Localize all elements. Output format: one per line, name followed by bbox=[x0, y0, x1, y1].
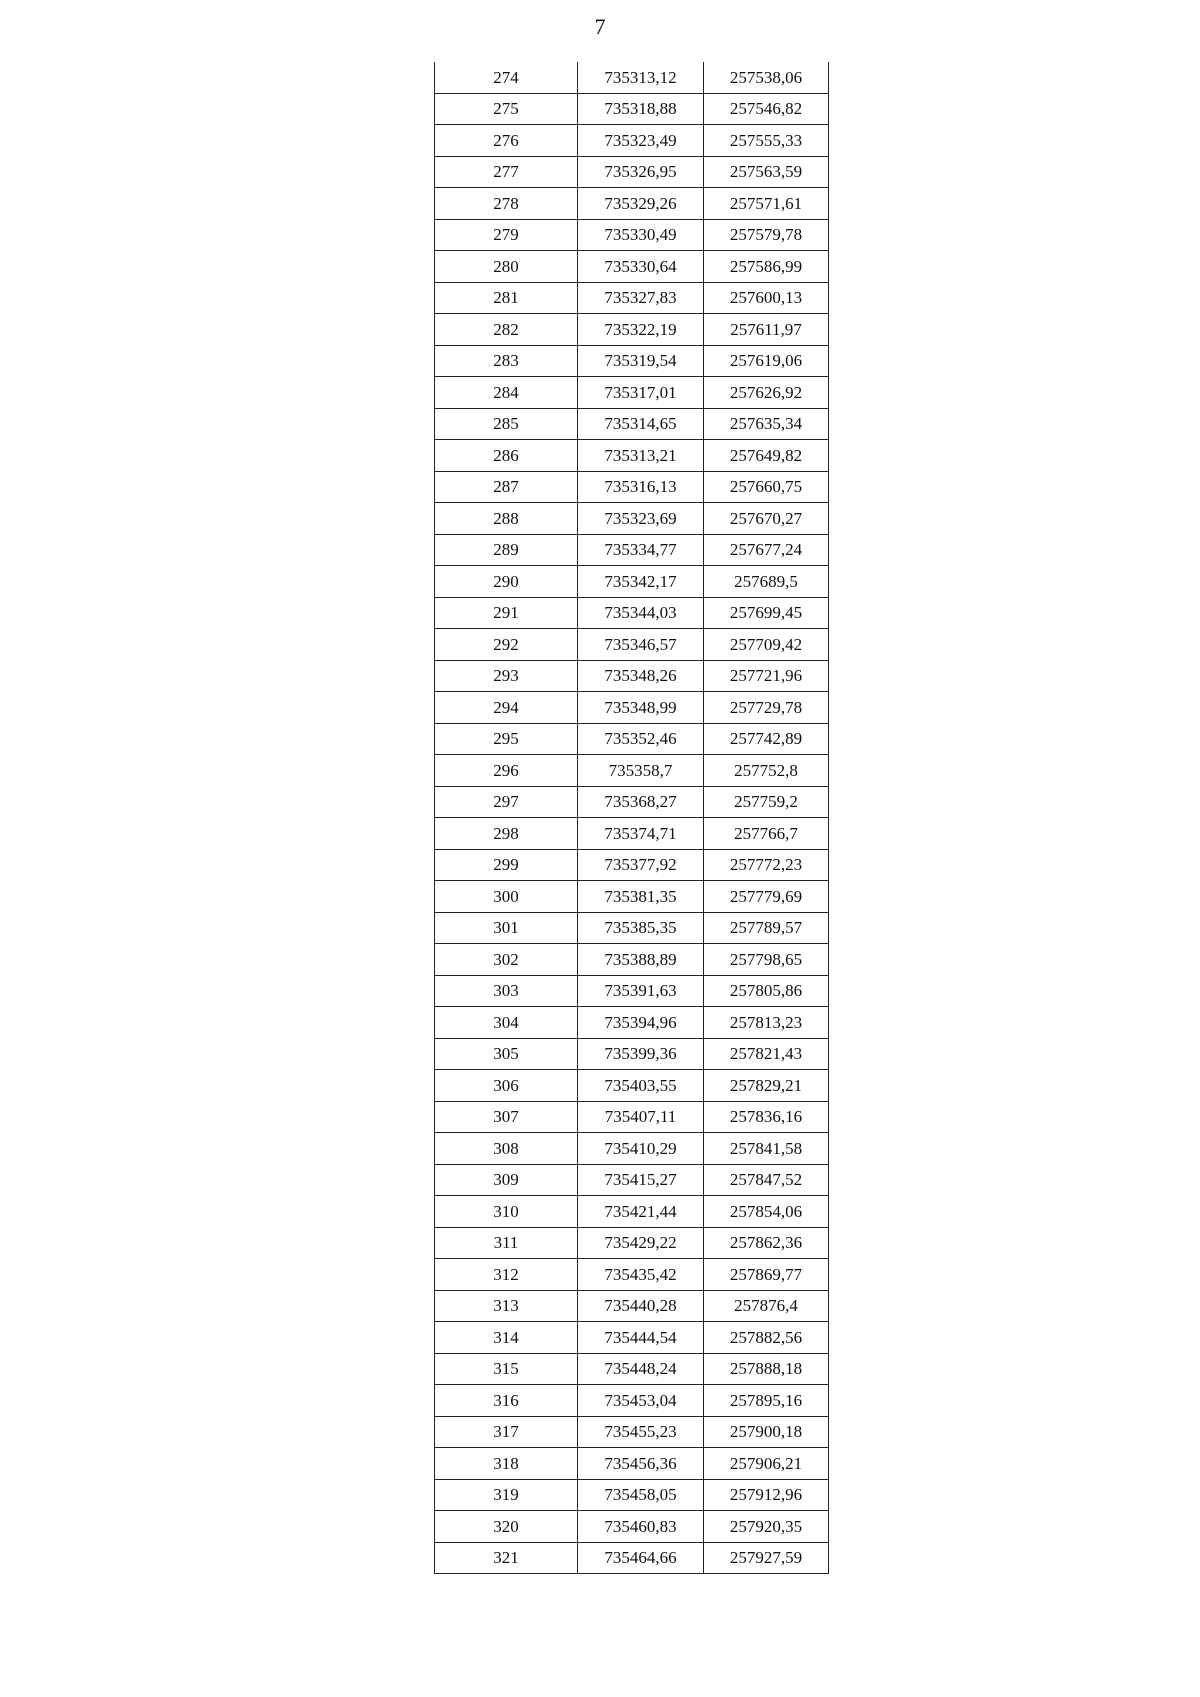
table-row bbox=[435, 314, 829, 346]
table-row bbox=[435, 471, 829, 503]
y-coordinate-cell: 257571,61 bbox=[704, 188, 829, 220]
table-row bbox=[435, 377, 829, 409]
x-coordinate-cell: 735346,57 bbox=[578, 629, 704, 661]
y-coordinate-cell: 257709,42 bbox=[704, 629, 829, 661]
x-coordinate-cell: 735403,55 bbox=[578, 1070, 704, 1102]
y-coordinate-cell: 257742,89 bbox=[704, 723, 829, 755]
point-number-cell: 299 bbox=[435, 849, 578, 881]
table-row bbox=[435, 1290, 829, 1322]
point-number-cell: 311 bbox=[435, 1227, 578, 1259]
point-number-cell: 284 bbox=[435, 377, 578, 409]
table-row bbox=[435, 723, 829, 755]
point-number-cell: 310 bbox=[435, 1196, 578, 1228]
y-coordinate-cell: 257888,18 bbox=[704, 1353, 829, 1385]
y-coordinate-cell: 257772,23 bbox=[704, 849, 829, 881]
point-number-cell: 289 bbox=[435, 534, 578, 566]
point-number-cell: 307 bbox=[435, 1101, 578, 1133]
x-coordinate-cell: 735440,28 bbox=[578, 1290, 704, 1322]
x-coordinate-cell: 735348,99 bbox=[578, 692, 704, 724]
point-number-cell: 282 bbox=[435, 314, 578, 346]
y-coordinate-cell: 257813,23 bbox=[704, 1007, 829, 1039]
y-coordinate-cell: 257876,4 bbox=[704, 1290, 829, 1322]
table-row bbox=[435, 408, 829, 440]
table-row bbox=[435, 251, 829, 283]
point-number-cell: 302 bbox=[435, 944, 578, 976]
x-coordinate-cell: 735319,54 bbox=[578, 345, 704, 377]
x-coordinate-cell: 735313,12 bbox=[578, 62, 704, 93]
y-coordinate-cell: 257841,58 bbox=[704, 1133, 829, 1165]
table-row bbox=[435, 849, 829, 881]
point-number-cell: 319 bbox=[435, 1479, 578, 1511]
point-number-cell: 277 bbox=[435, 156, 578, 188]
table-row bbox=[435, 1133, 829, 1165]
x-coordinate-cell: 735358,7 bbox=[578, 755, 704, 787]
table-row bbox=[435, 503, 829, 535]
x-coordinate-cell: 735318,88 bbox=[578, 93, 704, 125]
point-number-cell: 281 bbox=[435, 282, 578, 314]
x-coordinate-cell: 735455,23 bbox=[578, 1416, 704, 1448]
point-number-cell: 279 bbox=[435, 219, 578, 251]
y-coordinate-cell: 257836,16 bbox=[704, 1101, 829, 1133]
table-row bbox=[435, 786, 829, 818]
y-coordinate-cell: 257869,77 bbox=[704, 1259, 829, 1291]
y-coordinate-cell: 257906,21 bbox=[704, 1448, 829, 1480]
point-number-cell: 292 bbox=[435, 629, 578, 661]
table-row bbox=[435, 345, 829, 377]
point-number-cell: 293 bbox=[435, 660, 578, 692]
point-number-cell: 276 bbox=[435, 125, 578, 157]
table-row bbox=[435, 440, 829, 472]
point-number-cell: 306 bbox=[435, 1070, 578, 1102]
y-coordinate-cell: 257538,06 bbox=[704, 62, 829, 93]
x-coordinate-cell: 735391,63 bbox=[578, 975, 704, 1007]
y-coordinate-cell: 257847,52 bbox=[704, 1164, 829, 1196]
point-number-cell: 291 bbox=[435, 597, 578, 629]
x-coordinate-cell: 735323,49 bbox=[578, 125, 704, 157]
x-coordinate-cell: 735399,36 bbox=[578, 1038, 704, 1070]
x-coordinate-cell: 735410,29 bbox=[578, 1133, 704, 1165]
table-row bbox=[435, 156, 829, 188]
point-number-cell: 301 bbox=[435, 912, 578, 944]
x-coordinate-cell: 735415,27 bbox=[578, 1164, 704, 1196]
x-coordinate-cell: 735429,22 bbox=[578, 1227, 704, 1259]
x-coordinate-cell: 735407,11 bbox=[578, 1101, 704, 1133]
table-row bbox=[435, 1416, 829, 1448]
x-coordinate-cell: 735334,77 bbox=[578, 534, 704, 566]
table-row bbox=[435, 629, 829, 661]
y-coordinate-cell: 257779,69 bbox=[704, 881, 829, 913]
y-coordinate-cell: 257821,43 bbox=[704, 1038, 829, 1070]
table-row bbox=[435, 1542, 829, 1574]
table-row bbox=[435, 1385, 829, 1417]
table-row bbox=[435, 1007, 829, 1039]
y-coordinate-cell: 257912,96 bbox=[704, 1479, 829, 1511]
table-row bbox=[435, 692, 829, 724]
table-row bbox=[435, 62, 829, 93]
x-coordinate-cell: 735330,64 bbox=[578, 251, 704, 283]
y-coordinate-cell: 257660,75 bbox=[704, 471, 829, 503]
point-number-cell: 313 bbox=[435, 1290, 578, 1322]
x-coordinate-cell: 735388,89 bbox=[578, 944, 704, 976]
x-coordinate-cell: 735352,46 bbox=[578, 723, 704, 755]
point-number-cell: 312 bbox=[435, 1259, 578, 1291]
x-coordinate-cell: 735330,49 bbox=[578, 219, 704, 251]
x-coordinate-cell: 735368,27 bbox=[578, 786, 704, 818]
x-coordinate-cell: 735448,24 bbox=[578, 1353, 704, 1385]
y-coordinate-cell: 257927,59 bbox=[704, 1542, 829, 1574]
y-coordinate-cell: 257563,59 bbox=[704, 156, 829, 188]
x-coordinate-cell: 735456,36 bbox=[578, 1448, 704, 1480]
table-row bbox=[435, 1196, 829, 1228]
table-row bbox=[435, 912, 829, 944]
y-coordinate-cell: 257579,78 bbox=[704, 219, 829, 251]
table-row bbox=[435, 1070, 829, 1102]
point-number-cell: 314 bbox=[435, 1322, 578, 1354]
table-row bbox=[435, 93, 829, 125]
page-number: 7 bbox=[594, 14, 606, 39]
x-coordinate-cell: 735385,35 bbox=[578, 912, 704, 944]
point-number-cell: 296 bbox=[435, 755, 578, 787]
table-row bbox=[435, 219, 829, 251]
point-number-cell: 300 bbox=[435, 881, 578, 913]
point-number-cell: 278 bbox=[435, 188, 578, 220]
y-coordinate-cell: 257798,65 bbox=[704, 944, 829, 976]
y-coordinate-cell: 257752,8 bbox=[704, 755, 829, 787]
x-coordinate-cell: 735381,35 bbox=[578, 881, 704, 913]
x-coordinate-cell: 735314,65 bbox=[578, 408, 704, 440]
y-coordinate-cell: 257721,96 bbox=[704, 660, 829, 692]
x-coordinate-cell: 735348,26 bbox=[578, 660, 704, 692]
x-coordinate-cell: 735327,83 bbox=[578, 282, 704, 314]
y-coordinate-cell: 257920,35 bbox=[704, 1511, 829, 1543]
x-coordinate-cell: 735316,13 bbox=[578, 471, 704, 503]
y-coordinate-cell: 257626,92 bbox=[704, 377, 829, 409]
point-number-cell: 318 bbox=[435, 1448, 578, 1480]
x-coordinate-cell: 735317,01 bbox=[578, 377, 704, 409]
point-number-cell: 287 bbox=[435, 471, 578, 503]
table-row bbox=[435, 818, 829, 850]
table-row bbox=[435, 1353, 829, 1385]
table-row bbox=[435, 1448, 829, 1480]
point-number-cell: 305 bbox=[435, 1038, 578, 1070]
x-coordinate-cell: 735326,95 bbox=[578, 156, 704, 188]
y-coordinate-cell: 257699,45 bbox=[704, 597, 829, 629]
table-row bbox=[435, 1101, 829, 1133]
table-row bbox=[435, 1479, 829, 1511]
point-number-cell: 303 bbox=[435, 975, 578, 1007]
y-coordinate-cell: 257689,5 bbox=[704, 566, 829, 598]
y-coordinate-cell: 257895,16 bbox=[704, 1385, 829, 1417]
x-coordinate-cell: 735421,44 bbox=[578, 1196, 704, 1228]
point-number-cell: 308 bbox=[435, 1133, 578, 1165]
y-coordinate-cell: 257766,7 bbox=[704, 818, 829, 850]
table-row bbox=[435, 944, 829, 976]
x-coordinate-cell: 735342,17 bbox=[578, 566, 704, 598]
table-row bbox=[435, 1038, 829, 1070]
point-number-cell: 315 bbox=[435, 1353, 578, 1385]
x-coordinate-cell: 735453,04 bbox=[578, 1385, 704, 1417]
x-coordinate-cell: 735460,83 bbox=[578, 1511, 704, 1543]
point-number-cell: 294 bbox=[435, 692, 578, 724]
x-coordinate-cell: 735344,03 bbox=[578, 597, 704, 629]
point-number-cell: 290 bbox=[435, 566, 578, 598]
x-coordinate-cell: 735444,54 bbox=[578, 1322, 704, 1354]
y-coordinate-cell: 257586,99 bbox=[704, 251, 829, 283]
y-coordinate-cell: 257600,13 bbox=[704, 282, 829, 314]
table-row bbox=[435, 755, 829, 787]
table-row bbox=[435, 282, 829, 314]
table-row bbox=[435, 975, 829, 1007]
point-number-cell: 274 bbox=[435, 62, 578, 93]
point-number-cell: 297 bbox=[435, 786, 578, 818]
table-row bbox=[435, 1227, 829, 1259]
point-number-cell: 298 bbox=[435, 818, 578, 850]
y-coordinate-cell: 257882,56 bbox=[704, 1322, 829, 1354]
table-row bbox=[435, 1259, 829, 1291]
point-number-cell: 295 bbox=[435, 723, 578, 755]
table-row bbox=[435, 660, 829, 692]
table-row bbox=[435, 125, 829, 157]
coordinates-table-body bbox=[435, 62, 829, 1574]
x-coordinate-cell: 735377,92 bbox=[578, 849, 704, 881]
y-coordinate-cell: 257546,82 bbox=[704, 93, 829, 125]
x-coordinate-cell: 735329,26 bbox=[578, 188, 704, 220]
y-coordinate-cell: 257900,18 bbox=[704, 1416, 829, 1448]
point-number-cell: 320 bbox=[435, 1511, 578, 1543]
y-coordinate-cell: 257829,21 bbox=[704, 1070, 829, 1102]
table-row bbox=[435, 1511, 829, 1543]
x-coordinate-cell: 735374,71 bbox=[578, 818, 704, 850]
point-number-cell: 288 bbox=[435, 503, 578, 535]
y-coordinate-cell: 257789,57 bbox=[704, 912, 829, 944]
table-row bbox=[435, 1322, 829, 1354]
y-coordinate-cell: 257805,86 bbox=[704, 975, 829, 1007]
table-row bbox=[435, 597, 829, 629]
point-number-cell: 316 bbox=[435, 1385, 578, 1417]
x-coordinate-cell: 735394,96 bbox=[578, 1007, 704, 1039]
x-coordinate-cell: 735313,21 bbox=[578, 440, 704, 472]
point-number-cell: 304 bbox=[435, 1007, 578, 1039]
y-coordinate-cell: 257729,78 bbox=[704, 692, 829, 724]
point-number-cell: 309 bbox=[435, 1164, 578, 1196]
point-number-cell: 285 bbox=[435, 408, 578, 440]
table-row bbox=[435, 188, 829, 220]
x-coordinate-cell: 735464,66 bbox=[578, 1542, 704, 1574]
x-coordinate-cell: 735322,19 bbox=[578, 314, 704, 346]
x-coordinate-cell: 735458,05 bbox=[578, 1479, 704, 1511]
point-number-cell: 280 bbox=[435, 251, 578, 283]
y-coordinate-cell: 257677,24 bbox=[704, 534, 829, 566]
table-row bbox=[435, 534, 829, 566]
y-coordinate-cell: 257759,2 bbox=[704, 786, 829, 818]
y-coordinate-cell: 257862,36 bbox=[704, 1227, 829, 1259]
table-row bbox=[435, 881, 829, 913]
y-coordinate-cell: 257670,27 bbox=[704, 503, 829, 535]
point-number-cell: 317 bbox=[435, 1416, 578, 1448]
point-number-cell: 283 bbox=[435, 345, 578, 377]
y-coordinate-cell: 257555,33 bbox=[704, 125, 829, 157]
y-coordinate-cell: 257635,34 bbox=[704, 408, 829, 440]
x-coordinate-cell: 735435,42 bbox=[578, 1259, 704, 1291]
coordinates-table bbox=[434, 62, 829, 1574]
point-number-cell: 321 bbox=[435, 1542, 578, 1574]
table-row bbox=[435, 1164, 829, 1196]
y-coordinate-cell: 257854,06 bbox=[704, 1196, 829, 1228]
point-number-cell: 275 bbox=[435, 93, 578, 125]
point-number-cell: 286 bbox=[435, 440, 578, 472]
y-coordinate-cell: 257649,82 bbox=[704, 440, 829, 472]
y-coordinate-cell: 257611,97 bbox=[704, 314, 829, 346]
y-coordinate-cell: 257619,06 bbox=[704, 345, 829, 377]
x-coordinate-cell: 735323,69 bbox=[578, 503, 704, 535]
table-row bbox=[435, 566, 829, 598]
